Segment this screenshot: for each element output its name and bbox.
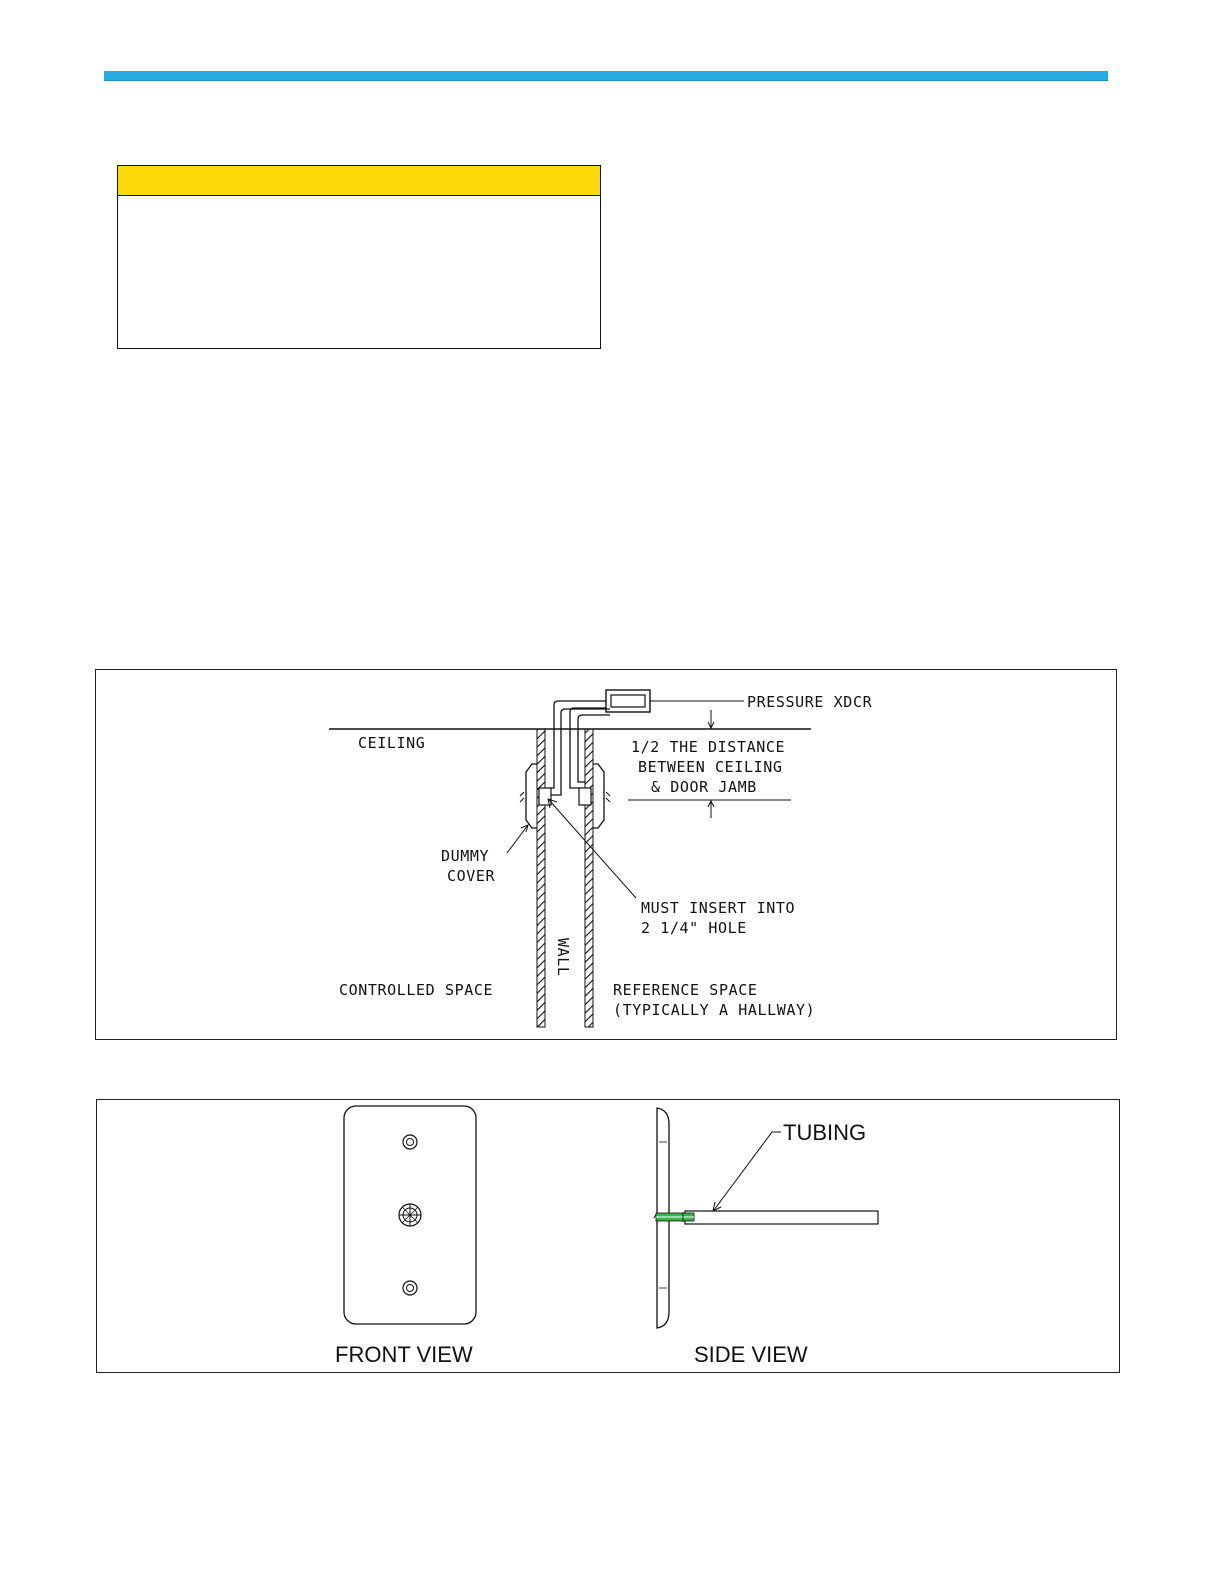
tubing	[685, 1211, 878, 1224]
reference-plate	[593, 764, 604, 828]
reference-space-label-line1: REFERENCE SPACE	[613, 981, 758, 999]
reference-space-label-line2: (TYPICALLY A HALLWAY)	[613, 1001, 816, 1019]
tubing-to-controlled-space	[548, 701, 606, 788]
must-insert-label-line2: 2 1/4" HOLE	[641, 919, 747, 937]
must-insert-label-line1: MUST INSERT INTO	[641, 899, 796, 917]
warning-box	[117, 165, 601, 349]
distance-note-line3: & DOOR JAMB	[651, 778, 757, 796]
installation-diagram-drawing	[96, 670, 1118, 1041]
wall-left-section	[537, 729, 545, 1027]
wall-label: WALL	[554, 938, 572, 977]
pressure-xdcr-label: PRESSURE XDCR	[747, 693, 873, 711]
dummy-cover-label-line2: COVER	[447, 867, 496, 885]
dummy-cover-plate	[526, 764, 537, 828]
wall-plate-drawing	[97, 1100, 1121, 1374]
controlled-space-label: CONTROLLED SPACE	[339, 981, 494, 999]
warning-header-bar	[118, 166, 600, 196]
tubing-label: TUBING	[783, 1120, 867, 1145]
dummy-cover-label-line1: DUMMY	[441, 847, 490, 865]
front-view-label: FRONT VIEW	[335, 1342, 473, 1367]
ceiling-label: CEILING	[358, 734, 426, 752]
distance-note-line2: BETWEEN CEILING	[638, 758, 783, 776]
wall-right-section	[585, 729, 593, 1027]
distance-note-line1: 1/2 THE DISTANCE	[631, 738, 786, 756]
installation-diagram	[95, 669, 1117, 1040]
side-view-label: SIDE VIEW	[694, 1342, 808, 1367]
header-rule	[104, 71, 1108, 81]
wall-plate-diagram	[96, 1099, 1120, 1373]
